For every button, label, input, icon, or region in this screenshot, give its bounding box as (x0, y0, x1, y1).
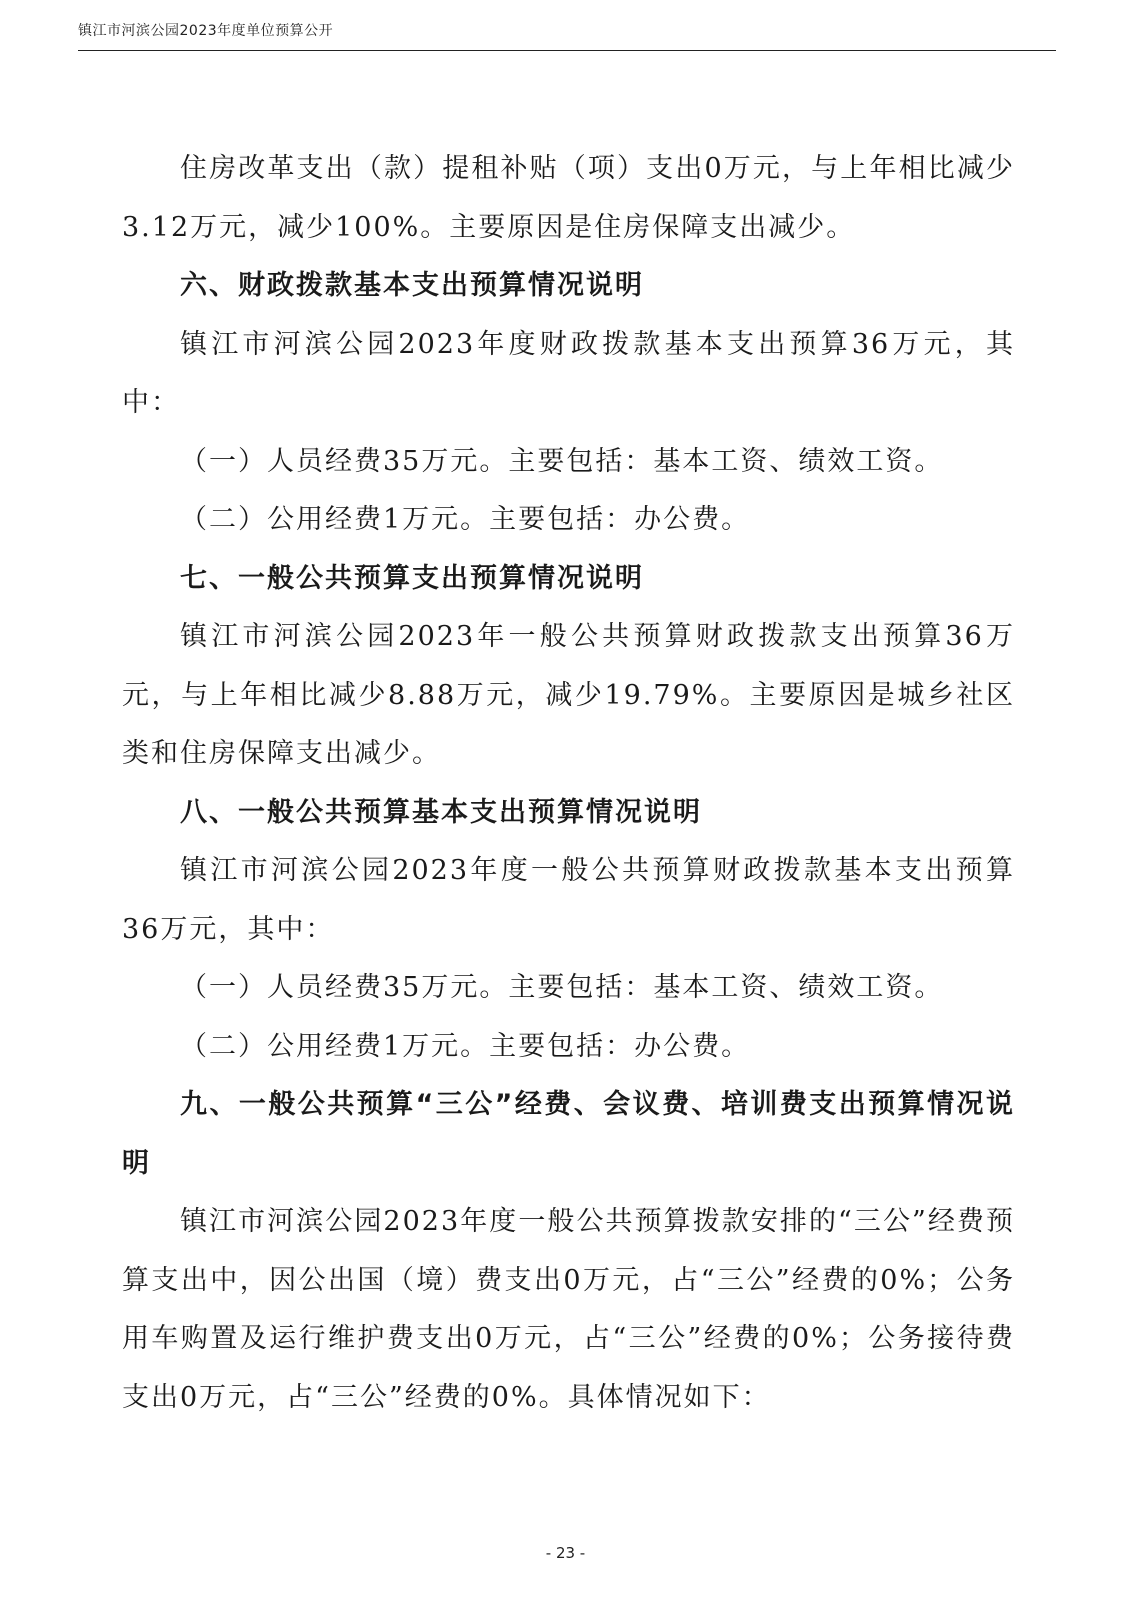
header-title: 镇江市河滨公园2023年度单位预算公开 (78, 23, 334, 39)
paragraph: （一）人员经费35万元。主要包括：基本工资、绩效工资。 (180, 445, 944, 477)
page-header (78, 22, 1056, 51)
paragraph: 镇江市河滨公园2023年度一般公共预算财政拨款基本支出预算36万元，其中： (122, 855, 1015, 945)
section-heading-7: 七、一般公共预算支出预算情况说明 (180, 562, 644, 594)
paragraph: 镇江市河滨公园2023年度一般公共预算拨款安排的“三公”经费预算支出中，因公出国（境）费支出0万元，占“三公”经费的0%；公务用车购置及运行维护费支出0万元，占“三公”经费的0%；公务接待费支出0万元，占“三公”经费的0%。具体情况如下： (122, 1206, 1015, 1413)
section-heading-9: 九、一般公共预算“三公”经费、会议费、培训费支出预算情况说明 (122, 1089, 1015, 1179)
paragraph: （二）公用经费1万元。主要包括：办公费。 (180, 504, 751, 535)
paragraph: （一）人员经费35万元。主要包括：基本工资、绩效工资。 (180, 972, 944, 1003)
section-heading-8: 八、一般公共预算基本支出预算情况说明 (180, 796, 702, 828)
page-number: - 23 - (545, 1544, 586, 1562)
document-body (122, 140, 1015, 1427)
paragraph: （二）公用经费1万元。主要包括：办公费。 (180, 1030, 751, 1062)
paragraph: 镇江市河滨公园2023年度财政拨款基本支出预算36万元，其中： (122, 328, 1015, 418)
paragraph: 住房改革支出（款）提租补贴（项）支出0万元，与上年相比减少3.12万元，减少100%。主要原因是住房保障支出减少。 (122, 153, 1015, 243)
paragraph: 镇江市河滨公园2023年一般公共预算财政拨款支出预算36万元，与上年相比减少8.88万元，减少19.79%。主要原因是城乡社区类和住房保障支出减少。 (122, 621, 1015, 769)
section-heading-6: 六、财政拨款基本支出预算情况说明 (180, 270, 644, 301)
